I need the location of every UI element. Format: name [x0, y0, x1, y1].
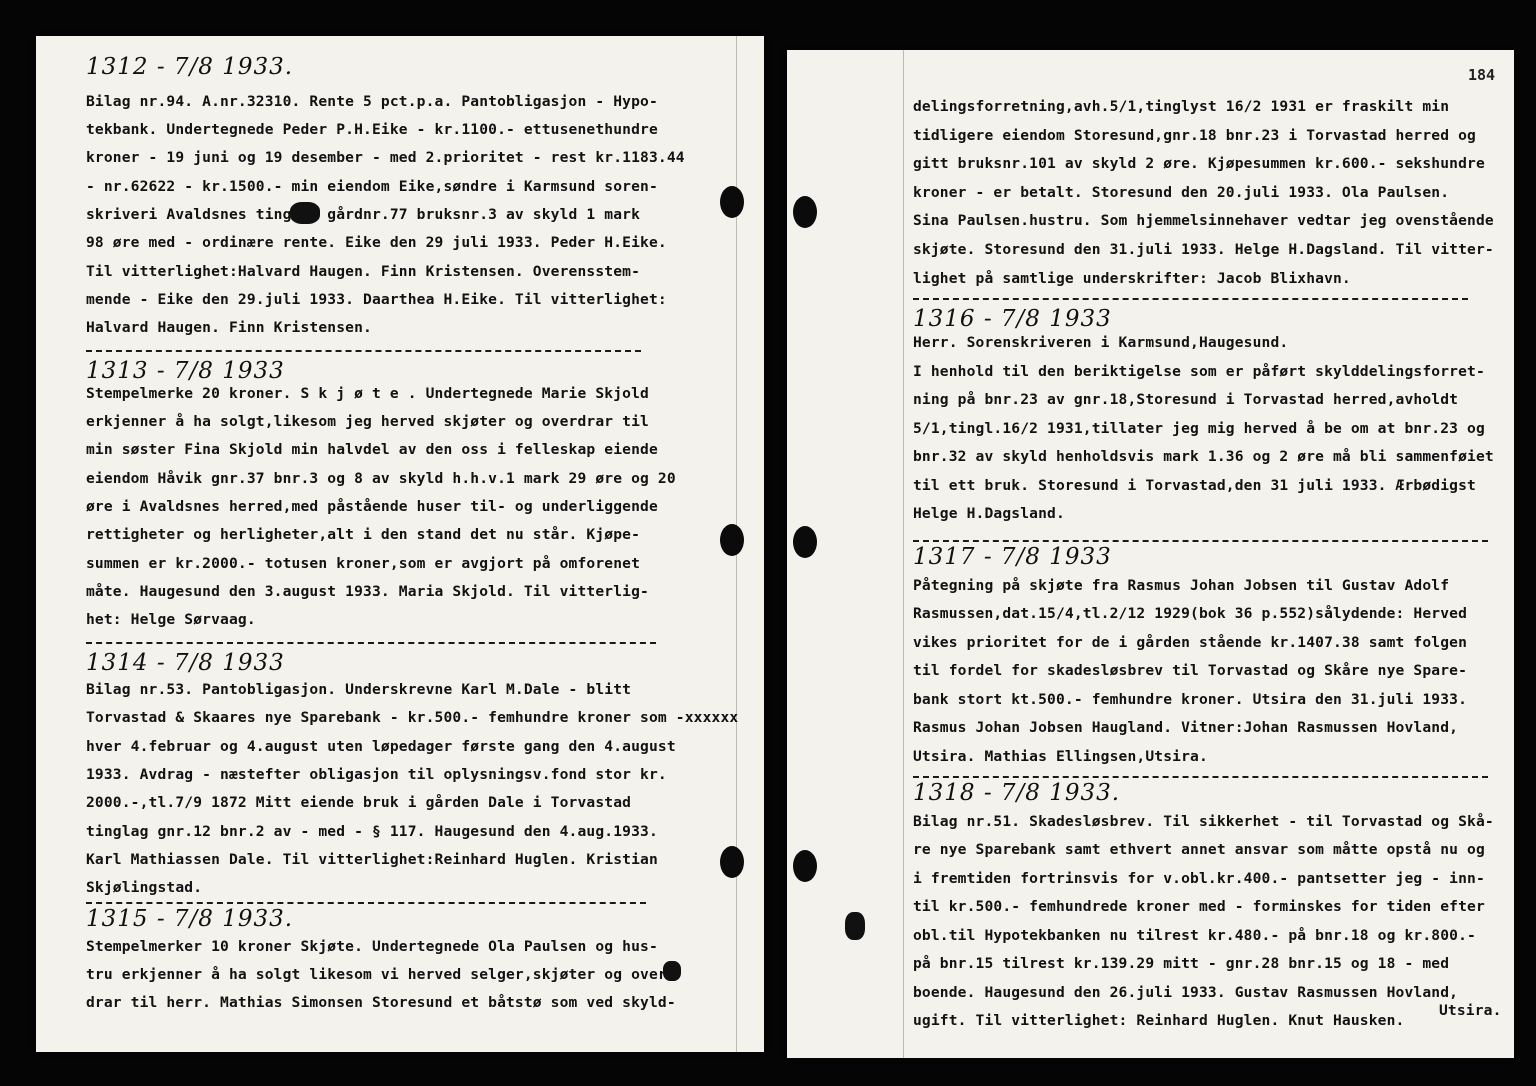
entry-line: til fordel for skadesløsbrev til Torvastad og Skåre nye Spare- — [913, 662, 1468, 679]
punch-hole — [793, 526, 817, 558]
entry-line: gitt bruksnr.101 av skyld 2 øre. Kjøpesummen kr.600.- sekshundre — [913, 155, 1485, 172]
entry-heading: 1313 - 7/8 1933 — [86, 358, 285, 384]
entry-line: Til vitterlighet:Halvard Haugen. Finn Kristensen. Overensstem- — [86, 263, 641, 280]
punch-hole — [793, 850, 817, 882]
entry-line: drar til herr. Mathias Simonsen Storesund et båtstø som ved skyld- — [86, 994, 676, 1011]
entry-divider — [86, 642, 656, 644]
entry-line: lighet på samtlige underskrifter: Jacob Blixhavn. — [913, 270, 1351, 287]
entry-line: boende. Haugesund den 26.juli 1933. Gustav Rasmussen Hovland, — [913, 984, 1459, 1001]
entry-line: re nye Sparebank samt ethvert annet ansvar som måtte opstå nu og — [913, 841, 1485, 858]
entry-heading: 1318 - 7/8 1933. — [913, 780, 1121, 806]
entry-line: tinglag gnr.12 bnr.2 av - med - § 117. Haugesund den 4.aug.1933. — [86, 823, 658, 840]
entry-line: på bnr.15 tilrest kr.139.29 mitt - gnr.28 bnr.15 og 18 - med — [913, 955, 1450, 972]
entry-divider — [913, 540, 1488, 542]
entry-line: delingsforretning,avh.5/1,tinglyst 16/2 1931 er fraskilt min — [913, 98, 1450, 115]
entry-line: obl.til Hypotekbanken nu tilrest kr.480.- på bnr.18 og kr.800.- — [913, 927, 1476, 944]
entry-line: Påtegning på skjøte fra Rasmus Johan Jobsen til Gustav Adolf — [913, 577, 1450, 594]
entry-line: summen er kr.2000.- totusen kroner,som er avgjort på omforenet — [86, 555, 641, 572]
entry-line: bnr.32 av skyld henholdsvis mark 1.36 og 2 øre må bli sammenføiet — [913, 448, 1494, 465]
entry-line: tidligere eiendom Storesund,gnr.18 bnr.23 i Torvastad herred og — [913, 127, 1476, 144]
entry-line: 1933. Avdrag - næstefter obligasjon til oplysningsv.fond stor kr. — [86, 766, 667, 783]
entry-line: i fremtiden fortrinsvis for v.obl.kr.400.- pantsetter jeg - inn- — [913, 870, 1485, 887]
entry-divider — [86, 350, 641, 352]
entry-line: Helge H.Dagsland. — [913, 505, 1065, 522]
entry-line: rettigheter og herligheter,alt i den stand det nu står. Kjøpe- — [86, 526, 641, 543]
entry-line: Bilag nr.51. Skadesløsbrev. Til sikkerhet - til Torvastad og Skå- — [913, 813, 1494, 830]
entry-heading: 1316 - 7/8 1933 — [913, 306, 1112, 332]
entry-divider — [86, 902, 646, 904]
entry-heading: 1312 - 7/8 1933. — [86, 54, 294, 80]
entry-line: 98 øre med - ordinære rente. Eike den 29 juli 1933. Peder H.Eike. — [86, 234, 667, 251]
entry-line: vikes prioritet for de i gården stående kr.1407.38 samt folgen — [913, 634, 1468, 651]
entry-line: 2000.-,tl.7/9 1872 Mitt eiende bruk i gården Dale i Torvastad — [86, 794, 632, 811]
entry-line: Bilag nr.53. Pantobligasjon. Underskrevne Karl M.Dale - blitt — [86, 681, 632, 698]
page-number: 184 — [1468, 66, 1496, 84]
entry-line: Stempelmerke 20 kroner. S k j ø t e . Undertegnede Marie Skjold — [86, 385, 649, 402]
entry-line: bank stort kt.500.- femhundre kroner. Utsira den 31.juli 1933. — [913, 691, 1468, 708]
entry-line: min søster Fina Skjold min halvdel av den oss i felleskap eiende — [86, 441, 658, 458]
entry-line: Skjølingstad. — [86, 879, 203, 896]
entry-line: skriveri Avaldsnes tinglag gårdnr.77 bruksnr.3 av skyld 1 mark — [86, 206, 641, 223]
entry-line: hver 4.februar og 4.august uten løpedager første gang den 4.august — [86, 738, 676, 755]
entry-line: Utsira. Mathias Ellingsen,Utsira. — [913, 748, 1208, 765]
entry-heading: 1317 - 7/8 1933 — [913, 544, 1112, 570]
punch-hole — [720, 846, 744, 878]
entry-line: Karl Mathiassen Dale. Til vitterlighet:Reinhard Huglen. Kristian — [86, 851, 658, 868]
right-page — [787, 50, 1514, 1058]
entry-line: ugift. Til vitterlighet: Reinhard Huglen. Knut Hausken. — [913, 1012, 1405, 1029]
entry-line: skjøte. Storesund den 31.juli 1933. Helge H.Dagsland. Til vitter- — [913, 241, 1494, 258]
entry-line: Halvard Haugen. Finn Kristensen. — [86, 319, 372, 336]
left-page — [36, 36, 764, 1052]
entry-line: eiendom Håvik gnr.37 bnr.3 og 8 av skyld h.h.v.1 mark 29 øre og 20 — [86, 470, 676, 487]
entry-line: tekbank. Undertegnede Peder P.H.Eike - kr.1100.- ettusenethundre — [86, 121, 658, 138]
entry-line: 5/1,tingl.16/2 1931,tillater jeg mig herved å be om at bnr.23 og — [913, 420, 1485, 437]
entry-line: erkjenner å ha solgt,likesom jeg herved skjøter og overdrar til — [86, 413, 649, 430]
entry-line: kroner - 19 juni og 19 desember - med 2.prioritet - rest kr.1183.44 — [86, 149, 685, 166]
entry-heading: 1314 - 7/8 1933 — [86, 650, 285, 676]
entry-line: I henhold til den beriktigelse som er påført skylddelingsforret- — [913, 363, 1485, 380]
entry-line: Sina Paulsen.hustru. Som hjemmelsinnehaver vedtar jeg ovenstående — [913, 212, 1494, 229]
entry-line: til ett bruk. Storesund i Torvastad,den 31 juli 1933. Ærbødigst — [913, 477, 1476, 494]
entry-line: til kr.500.- femhundrede kroner med - forminskes for tiden efter — [913, 898, 1485, 915]
entry-divider — [913, 298, 1468, 300]
entry-line: - nr.62622 - kr.1500.- min eiendom Eike,søndre i Karmsund soren- — [86, 178, 658, 195]
entry-line: Bilag nr.94. A.nr.32310. Rente 5 pct.p.a. Pantobligasjon - Hypo- — [86, 93, 658, 110]
margin-note: Utsira. — [1439, 1002, 1502, 1019]
entry-divider — [913, 776, 1488, 778]
punch-hole — [720, 186, 744, 218]
punch-hole — [793, 196, 817, 228]
entry-line: Rasmussen,dat.15/4,tl.2/12 1929(bok 36 p.552)sålydende: Herved — [913, 605, 1468, 622]
entry-line: Rasmus Johan Jobsen Haugland. Vitner:Johan Rasmussen Hovland, — [913, 719, 1459, 736]
entry-line: mende - Eike den 29.juli 1933. Daarthea H.Eike. Til vitterlighet: — [86, 291, 667, 308]
entry-line: Stempelmerker 10 kroner Skjøte. Undertegnede Ola Paulsen og hus- — [86, 938, 658, 955]
entry-line: Herr. Sorenskriveren i Karmsund,Haugesund. — [913, 334, 1289, 351]
entry-line: Torvastad & Skaares nye Sparebank - kr.500.- femhundre kroner som -xxxxxx — [86, 709, 739, 726]
entry-line: måte. Haugesund den 3.august 1933. Maria Skjold. Til vitterlig- — [86, 583, 649, 600]
margin-rule — [903, 50, 904, 1058]
ink-blot — [845, 912, 865, 940]
punch-hole — [720, 524, 744, 556]
entry-heading: 1315 - 7/8 1933. — [86, 906, 294, 932]
entry-line: ning på bnr.23 av gnr.18,Storesund i Torvastad herred,avholdt — [913, 391, 1459, 408]
entry-line: het: Helge Sørvaag. — [86, 611, 256, 628]
entry-line: kroner - er betalt. Storesund den 20.juli 1933. Ola Paulsen. — [913, 184, 1450, 201]
entry-line: øre i Avaldsnes herred,med påstående huser til- og underliggende — [86, 498, 658, 515]
entry-line: tru erkjenner å ha solgt likesom vi herved selger,skjøter og over- — [86, 966, 676, 983]
